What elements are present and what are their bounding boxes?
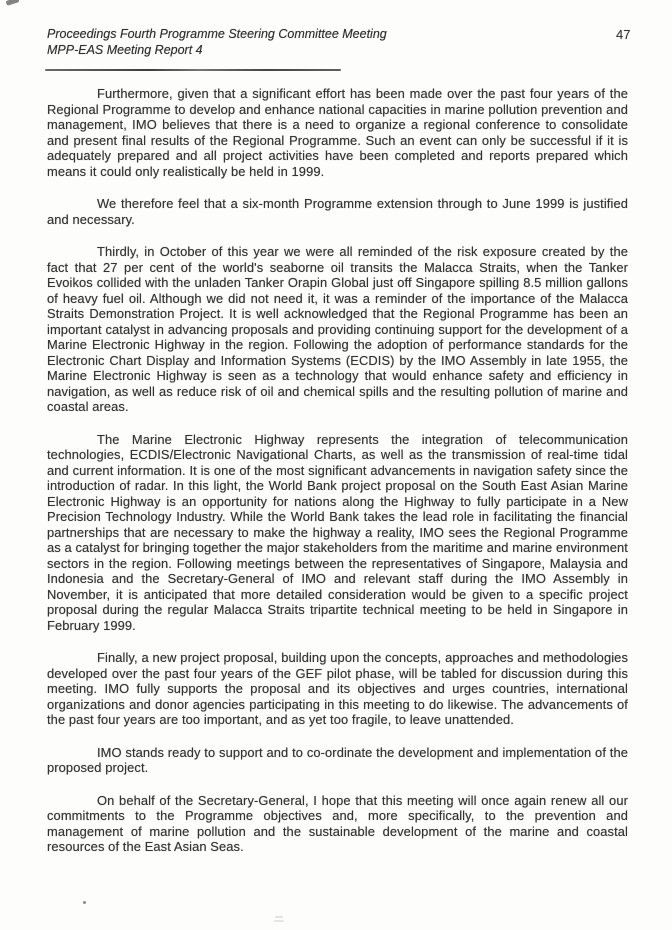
document-paragraph: Finally, a new project proposal, building upon the concepts, approaches and methodologies developed over the past four years of the GEF pilot phase, will be tabled for discussion during this meeting. IMO fully supports the proposal and its objectives and urges countries, international organizations and donor agencies participating in this meeting to do likewise. The advancements of the past four years are too important, and as yet too fragile, to leave unattended.	[47, 650, 628, 727]
header-title: Proceedings Fourth Programme Steering Committee Meeting	[47, 27, 387, 41]
page-number: 47	[616, 27, 631, 42]
document-paragraph: IMO stands ready to support and to co-ordinate the development and implementation of the proposed project.	[47, 744, 628, 775]
document-paragraph: Thirdly, in October of this year we were all reminded of the risk exposure created by the fact that 27 per cent of the world's seaborne oil transits the Malacca Straits, when the Tanker Evoikos collided with the unladen Tanker Orapin Global just off Singapore spilling 8.5 million gallons of heavy fuel oil. Although we did not need it, it was a reminder of the importance of the Malacca Straits Demonstration Project. It is well acknowledged that the Regional Programme has been an important catalyst in advancing proposals and providing continuing support for the development of a Marine Electronic Highway in the region. Following the adoption of performance standards for the Electronic Chart Display and Information Systems (ECDIS) by the IMO Assembly in late 1955, the Marine Electronic Highway is seen as a technology that would enhance safety and efficiency in navigation, as well as reduce risk of oil and chemical spills and the resulting pollution of marine and coastal areas.	[47, 244, 628, 414]
document-paragraph: The Marine Electronic Highway represents the integration of telecommunication technologies, ECDIS/Electronic Navigational Charts, as well as the transmission of real-time tidal and current information. It is one of the most significant advancements in navigation safety since the introduction of radar. In this light, the World Bank project proposal on the South East Asian Marine Electronic Highway is an opportunity for nations along the Highway to fully participate in a New Precision Technology Industry. While the World Bank takes the lead role in facilitating the financial partnerships that are necessary to make the highway a reality, IMO sees the Regional Programme as a catalyst for bringing together the major stakeholders from the maritime and marine environment sectors in the region. Following meetings between the representatives of Singapore, Malaysia and Indonesia and the Secretary-General of IMO and relevant staff during the IMO Assembly in November, it is anticipated that more detailed consideration would be given to a specific project proposal during the regular Malacca Straits tripartite technical meeting to be held in Singapore in February 1999.	[47, 431, 628, 633]
scan-artifact-speck	[275, 916, 283, 918]
document-body	[47, 86, 628, 872]
document-paragraph: Furthermore, given that a significant effort has been made over the past four years of the Regional Programme to develop and enhance national capacities in marine pollution prevention and management, IMO believes that there is a need to organize a regional conference to consolidate and present final results of the Regional Programme. Such an event can only be successful if it is adequately prepared and all project activities have been completed and reports prepared which means it could only realistically be held in 1999.	[47, 86, 628, 179]
document-paragraph: On behalf of the Secretary-General, I hope that this meeting will once again renew all our commitments to the Programme objectives and, more specifically, to the prevention and management of marine pollution and the sustainable development of the marine and coastal resources of the East Asian Seas.	[47, 792, 628, 854]
scan-artifact-dot	[83, 901, 86, 904]
page-header	[47, 26, 387, 58]
header-subtitle: MPP-EAS Meeting Report 4	[47, 43, 203, 57]
document-paragraph: We therefore feel that a six-month Programme extension through to June 1999 is justified and necessary.	[47, 196, 628, 227]
header-divider-line	[45, 69, 341, 71]
scan-smudge-top-left	[6, 0, 20, 6]
scan-artifact-speck	[274, 920, 284, 922]
